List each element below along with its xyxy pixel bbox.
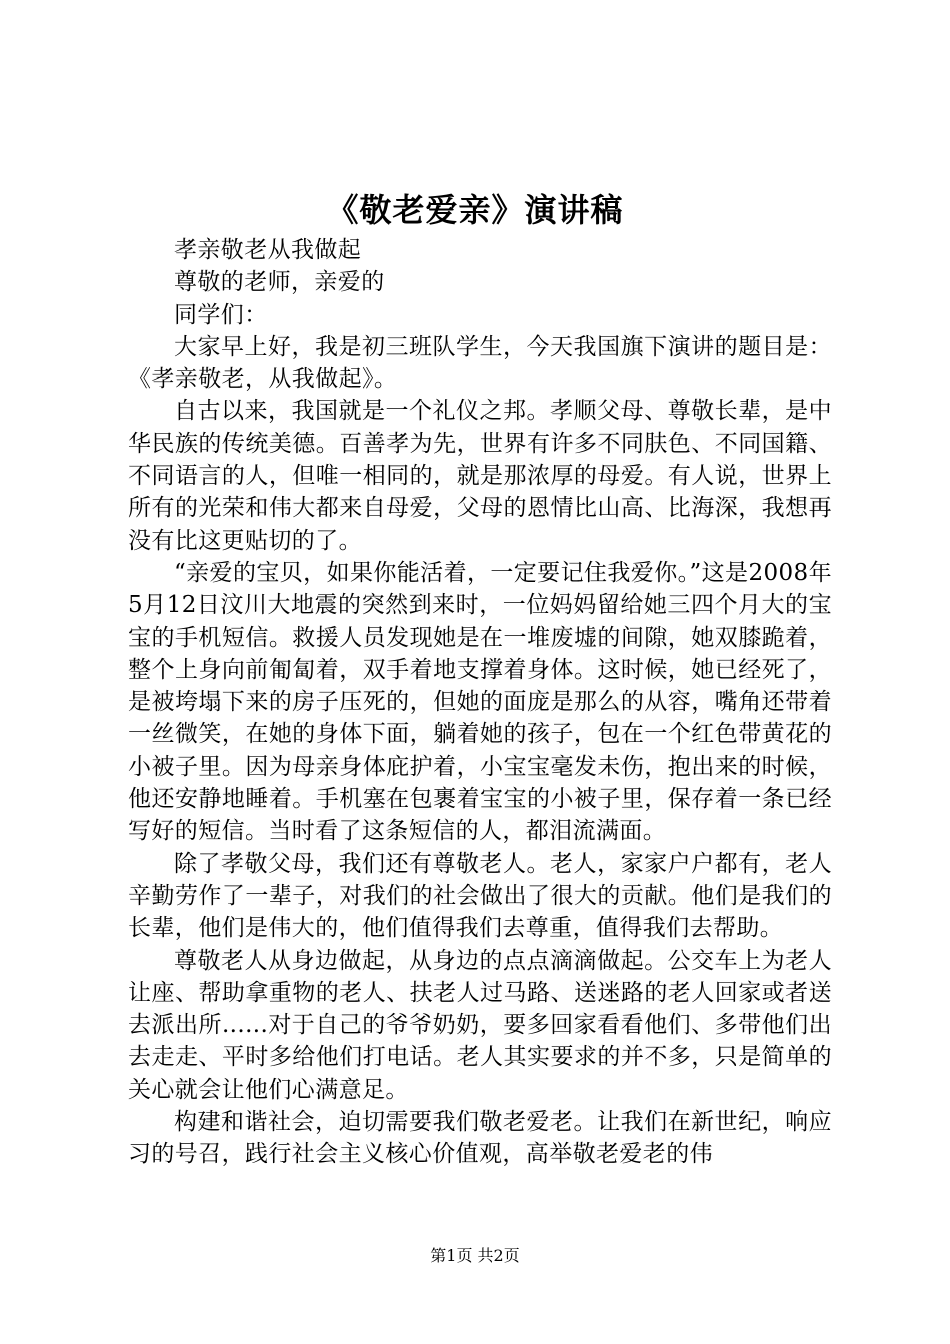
document-body (128, 234, 832, 1171)
salutation-line-2: 同学们： (174, 301, 268, 328)
page-number-footer: 第1页 共2页 (430, 1246, 520, 1265)
paragraph-earthquake-story: “亲爱的宝贝，如果你能活着，一定要记住我爱你。”这是2008年5月12日汶川大地震的突然到来时，一位妈妈留给她三四个月大的宝宝的手机短信。救援人员发现她是在一堆废墟的间隙，她双膝跪着，整个上身向前匍匐着，双手着地支撑着身体。这时候，她已经死了，是被垮塌下来的房子压死的，但她的面庞是那么的从容，嘴角还带着一丝微笑，在她的身体下面，躺着她的孩子，包在一个红色带黄花的小被子里。因为母亲身体庇护着，小宝宝毫发未伤，抱出来的时候，他还安静地睡着。手机塞在包裹着宝宝的小被子里，保存着一条已经写好的短信。当时看了这条短信的人，都泪流满面。 (128, 559, 832, 845)
page-title: 《敬老爱亲》演讲稿 (326, 191, 624, 229)
paragraph-harmonious-society: 构建和谐社会，迫切需要我们敬老爱老。让我们在新世纪，响应习的号召，践行社会主义核心价值观，高举敬老爱老的伟 (128, 1109, 832, 1168)
speech-subtitle: 孝亲敬老从我做起 (174, 237, 362, 263)
paragraph-tradition: 自古以来，我国就是一个礼仪之邦。孝顺父母、尊敬长辈，是中华民族的传统美德。百善孝为先，世界有许多不同肤色、不同国籍、不同语言的人，但唯一相同的，就是那浓厚的母爱。有人说，世界上所有的光荣和伟大都来自母爱，父母的恩情比山高、比海深，我想再没有比这更贴切的了。 (128, 398, 832, 554)
paragraph-daily-actions: 尊敬老人从身边做起，从身边的点点滴滴做起。公交车上为老人让座、帮助拿重物的老人、扶老人过马路、送迷路的老人回家或者送去派出所......对于自己的爷爷奶奶，要多回家看看他们、多带他们出去走走、平时多给他们打电话。老人其实要求的并不多，只是简单的关心就会让他们心满意足。 (128, 947, 832, 1103)
paragraph-respect-elders: 除了孝敬父母，我们还有尊敬老人。老人，家家户户都有，老人辛勤劳作了一辈子，对我们的社会做出了很大的贡献。他们是我们的长辈，他们是伟大的，他们值得我们去尊重，值得我们去帮助。 (128, 850, 832, 942)
salutation-line-1: 尊敬的老师，亲爱的 (174, 269, 385, 296)
paragraph-greeting: 大家早上好，我是初三班队学生，今天我国旗下演讲的题目是：《孝亲敬老，从我做起》。 (128, 333, 832, 393)
